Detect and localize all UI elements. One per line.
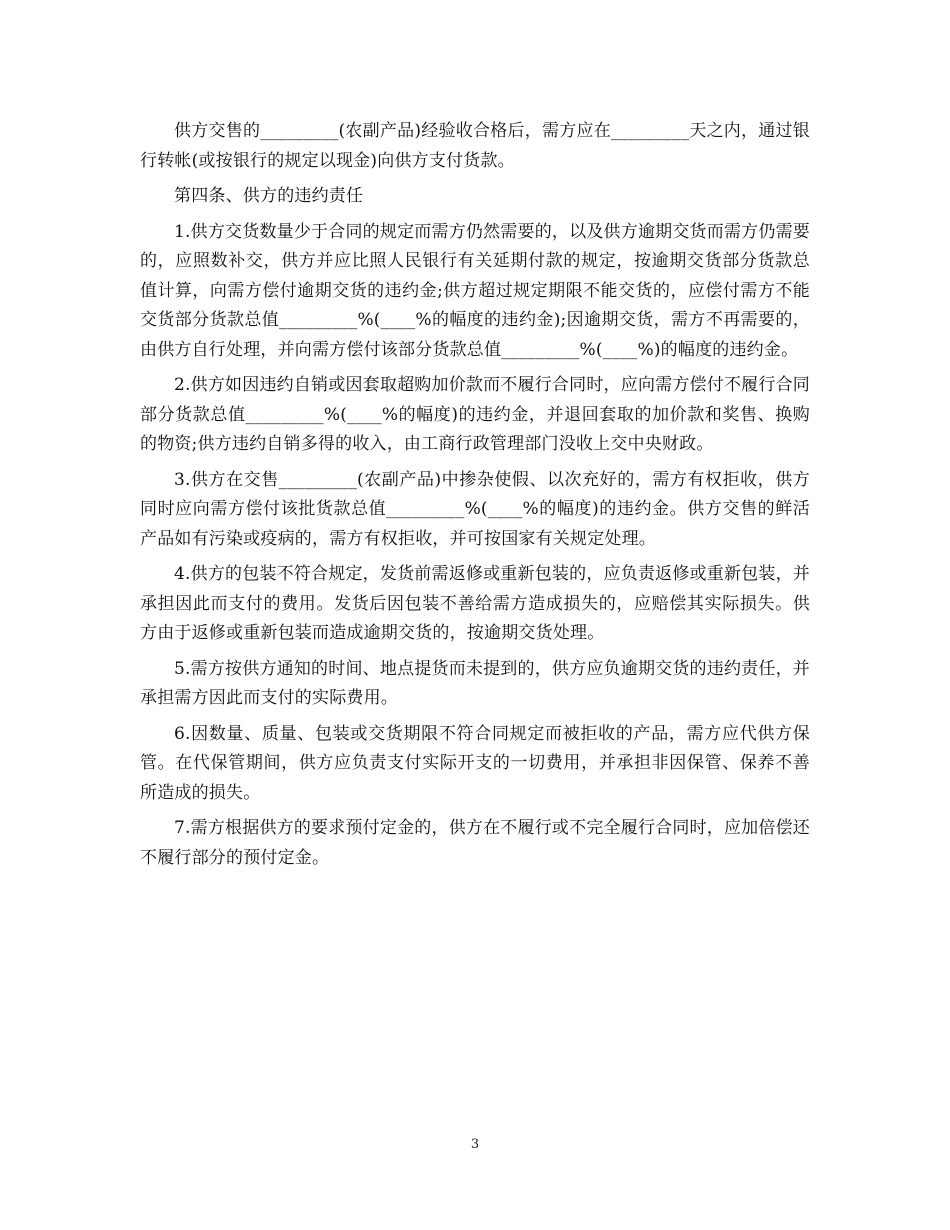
paragraph-clause-3: 3.供方在交售_________(农副产品)中掺杂使假、以次充好的，需方有权拒收，供方同时应向需方偿付该批货款总值_________%(____%的幅度)的违约金。供方交售的鲜活产品如有污染或疫病的，需方有权拒收，并可按国家有关规定处理。 [140, 469, 810, 549]
paragraph-clause-5: 5.需方按供方通知的时间、地点提货而未提到的，供方应负逾期交货的违约责任，并承担需方因此而支付的实际费用。 [140, 658, 810, 708]
paragraph-clause-1: 1.供方交货数量少于合同的规定而需方仍然需要的，以及供方逾期交货而需方仍需要的，应照数补交，供方并应比照人民银行有关延期付款的规定，按逾期交货部分货款总值计算，向需方偿付逾期交货的违约金;供方超过规定期限不能交货的，应偿付需方不能交货部分货款总值_________%(____%的幅度的违约金);因逾期交货，需方不再需要的，由供方自行处理，并向需方偿付该部分货款总值_________%(____%)的幅度的违约金。 [140, 221, 810, 360]
section-heading-article-four: 第四条、供方的违约责任 [174, 186, 364, 206]
paragraph-clause-6: 6.因数量、质量、包装或交货期限不符合同规定而被拒收的产品，需方应代供方保管。在代保管期间，供方应负责支付实际开支的一切费用，并承担非因保管、保养不善所造成的损失。 [140, 723, 810, 803]
paragraph-payment-terms: 供方交售的_________(农副产品)经验收合格后，需方应在_________天之内，通过银行转帐(或按银行的规定以现金)向供方支付货款。 [140, 121, 810, 171]
page-number: 3 [470, 1137, 480, 1152]
paragraph-clause-7: 7.需方根据供方的要求预付定金的，供方在不履行或不完全履行合同时，应加倍偿还不履行部分的预付定金。 [140, 818, 810, 868]
document-body [140, 117, 810, 879]
paragraph-clause-4: 4.供方的包装不符合规定，发货前需返修或重新包装的，应负责返修或重新包装，并承担因此而支付的费用。发货后因包装不善给需方造成损失的，应赔偿其实际损失。供方由于返修或重新包装而造成逾期交货的，按逾期交货处理。 [140, 564, 810, 643]
paragraph-clause-2: 2.供方如因违约自销或因套取超购加价款而不履行合同时，应向需方偿付不履行合同部分货款总值_________%(____%的幅度)的违约金，并退回套取的加价款和奖售、换购的物资;供方违约自销多得的收入，由工商行政管理部门没收上交中央财政。 [140, 375, 810, 454]
